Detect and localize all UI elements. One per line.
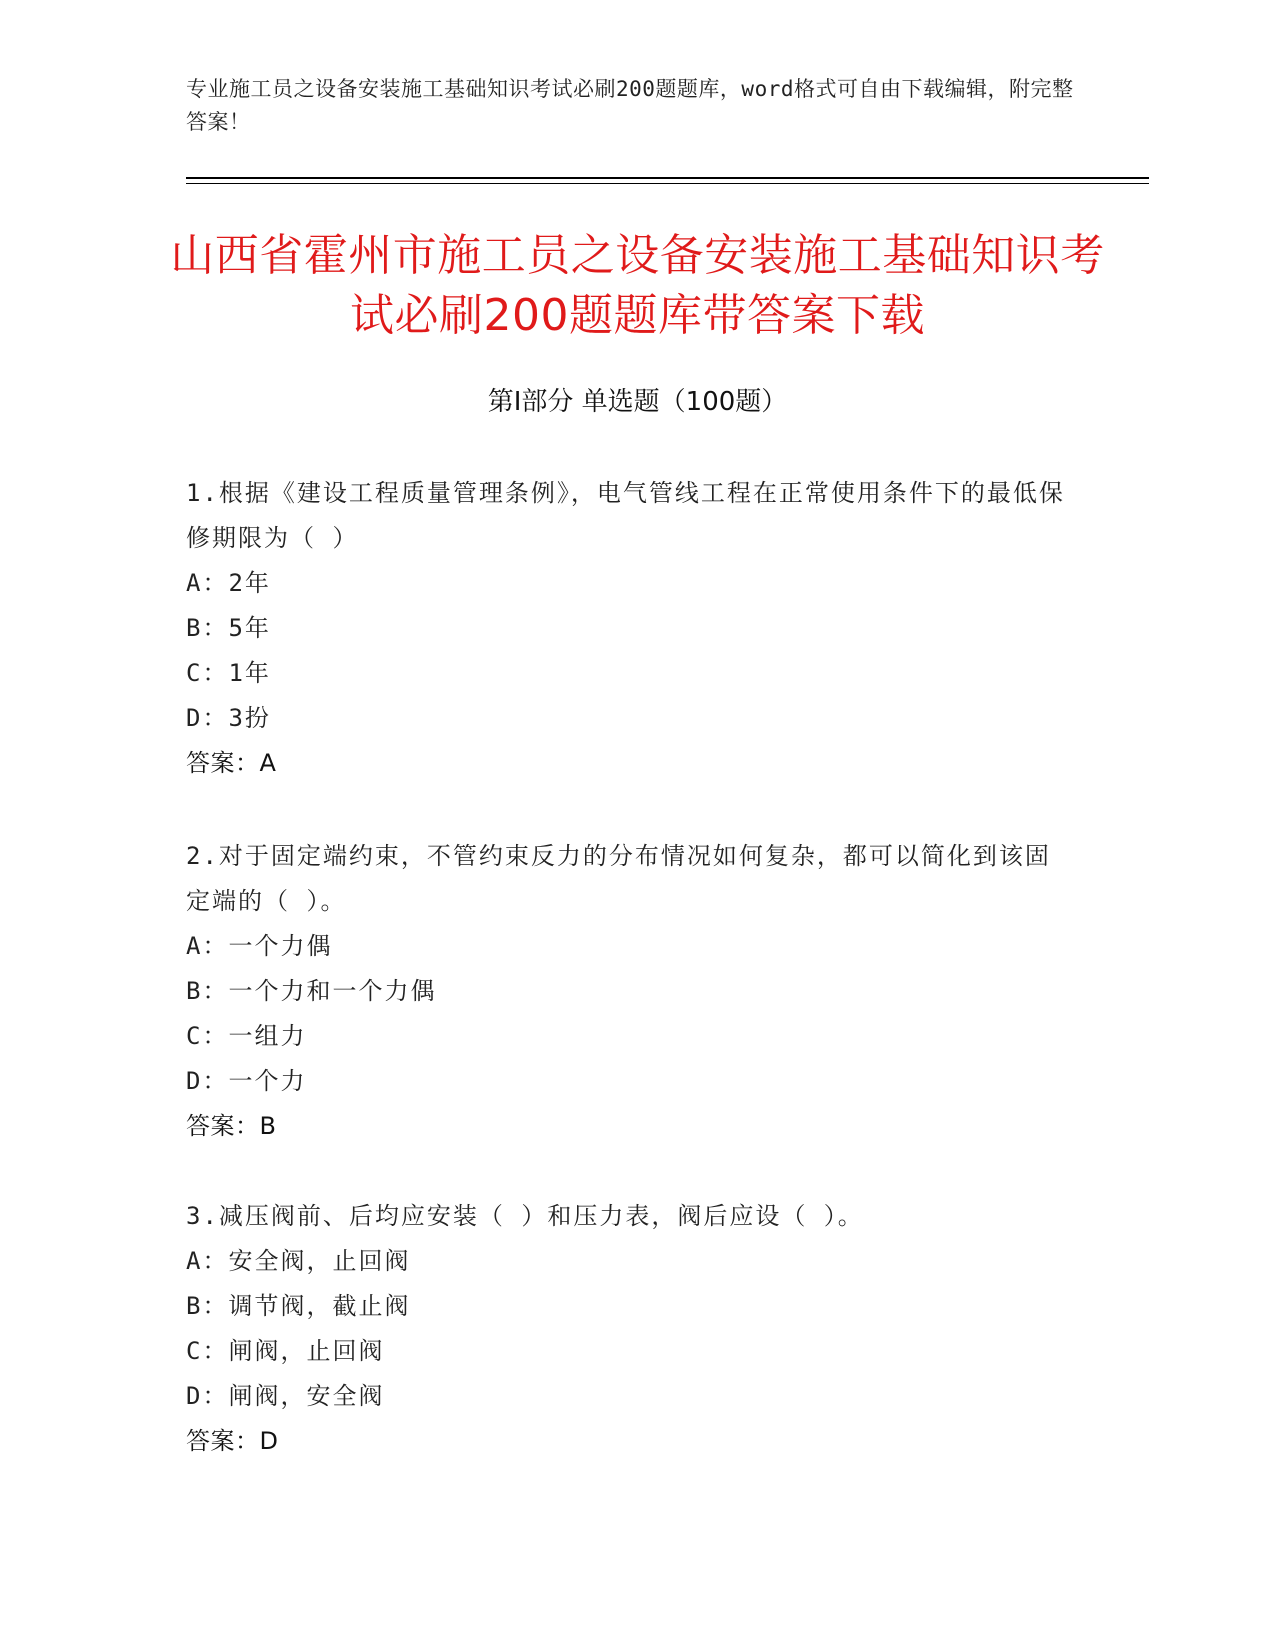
- header-divider-thick: [186, 177, 1149, 179]
- question-stem: 1.根据《建设工程质量管理条例》，电气管线工程在正常使用条件下的最低保修期限为（ ）: [186, 479, 1065, 552]
- header-divider-thin: [186, 183, 1149, 184]
- header-note: 专业施工员之设备安装施工基础知识考试必刷200题题库，word格式可自由下载编辑，附完整答案！: [186, 77, 1074, 134]
- option-d: D：3扮: [186, 704, 271, 732]
- option-a: A：一个力偶: [186, 932, 333, 960]
- option-d: D：一个力: [186, 1067, 307, 1095]
- option-b: B：一个力和一个力偶: [186, 977, 437, 1005]
- option-a: A：2年: [186, 569, 271, 597]
- answer: 答案：A: [186, 749, 277, 777]
- document-title: 山西省霍州市施工员之设备安装施工基础知识考试必刷200题题库带答案下载: [170, 230, 1105, 341]
- answer: 答案：B: [186, 1112, 277, 1140]
- option-b: B：5年: [186, 614, 271, 642]
- question-block: [186, 1194, 1066, 1464]
- question-stem: 3.减压阀前、后均应安装（ ）和压力表，阀后应设（ ）。: [186, 1202, 864, 1230]
- section-heading: 第Ⅰ部分 单选题（100题）: [487, 387, 788, 417]
- option-c: C：一组力: [186, 1022, 307, 1050]
- option-c: C：1年: [186, 659, 271, 687]
- question-block: [186, 834, 1066, 1149]
- option-b: B：调节阀，截止阀: [186, 1292, 411, 1320]
- question-block: [186, 471, 1066, 786]
- question-stem: 2.对于固定端约束，不管约束反力的分布情况如何复杂，都可以简化到该固定端的（ ）。: [186, 842, 1051, 915]
- answer: 答案：D: [186, 1427, 279, 1455]
- option-a: A：安全阀，止回阀: [186, 1247, 411, 1275]
- option-d: D：闸阀，安全阀: [186, 1382, 385, 1410]
- option-c: C：闸阀，止回阀: [186, 1337, 385, 1365]
